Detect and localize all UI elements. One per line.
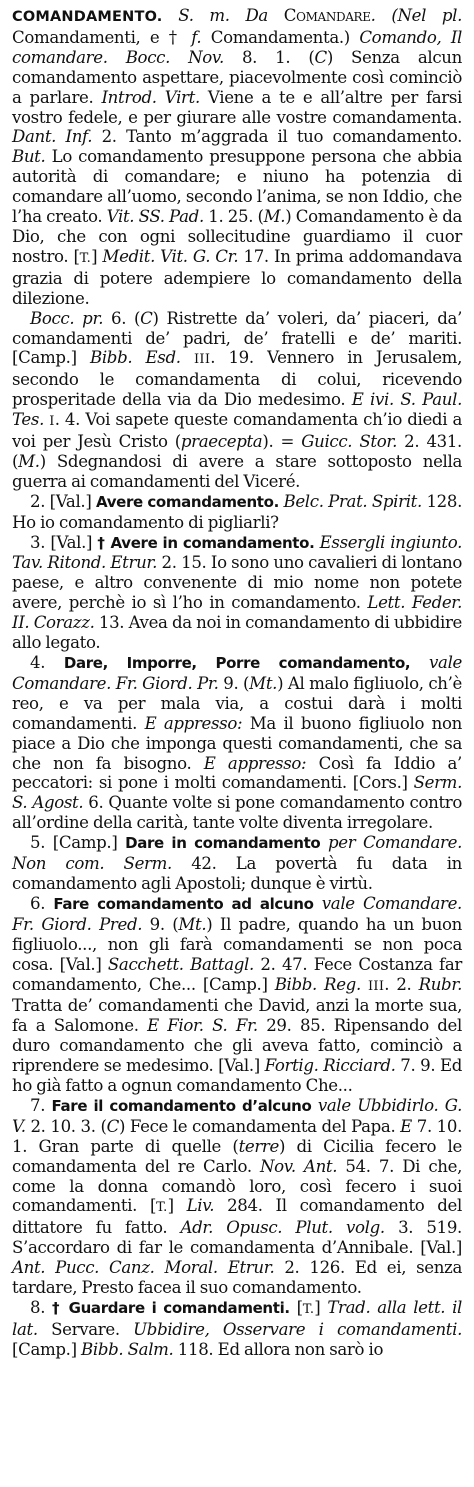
- entry-text: 4.: [30, 653, 64, 672]
- entry-roman-numeral: T.: [302, 1302, 315, 1317]
- entry-text: 3. 519. S’accordaro di far le comandamenta d’Annibale. [Val.]: [12, 1218, 462, 1258]
- entry-italic-text: Lett. Feder. II. Corazz.: [12, 593, 462, 633]
- entry-text: [410, 653, 429, 672]
- entry-italic-text: Bibb. Salm.: [81, 1339, 174, 1359]
- entry-text: 6. (: [103, 308, 141, 328]
- entry-bold-phrase: Avere comandamento.: [96, 492, 279, 511]
- entry-paragraph: [12, 1298, 462, 1360]
- entry-italic-text: Fortig. Ricciard.: [264, 1056, 396, 1076]
- entry-italic-text: Mt.: [178, 914, 207, 934]
- entry-italic-text: vale Comandare. Fr. Giord. Pred.: [12, 893, 462, 934]
- entry-text: ) di Cicilia fecero le comandamenta del re Carlo.: [12, 1136, 462, 1176]
- entry-text: 17. In prima addomandava grazia di potere adempiere lo comandamento della dilezione.: [12, 246, 463, 308]
- entry-text: [Camp.]: [12, 1339, 82, 1359]
- entry-italic-text: Medit. Vit. G. Cr.: [102, 246, 239, 266]
- entry-italic-text: M.: [263, 207, 286, 227]
- entry-italic-text: But.: [12, 147, 46, 167]
- entry-paragraph: [12, 309, 462, 492]
- entry-italic-text: Dant. Inf.: [12, 127, 93, 147]
- entry-paragraph: [12, 894, 462, 1096]
- entry-italic-text: S. m. Da: [162, 6, 284, 25]
- entry-text: ) Ristrette da’ voleri, da’ piaceri, da’ comandamenti de’ padri, de’ fratelli e de’ mariti. [Camp.]: [12, 308, 462, 368]
- entry-italic-text: Introd. Virt.: [101, 87, 200, 107]
- entry-italic-text: Bibb. Esd.: [90, 348, 181, 368]
- entry-paragraph: [12, 1096, 462, 1298]
- entry-bold-phrase: Fare comandamento ad alcuno: [53, 894, 314, 913]
- entry-text: Ma il buono figliuolo non piace a Dio che imponga questi comandamenti, che sa che non fa bisogno.: [12, 713, 462, 773]
- entry-text: Lo comandamento presuppone persona che abbia autorità di comandare; e niuno ha potenzia di comandare all’uomo, secondo l’anima, se non Iddio, che l’ha creato.: [12, 147, 462, 227]
- entry-text: 118. Ed allora non sarò io: [173, 1339, 384, 1359]
- entry-text: ) Senza alcun comandamento aspettare, piacevolmente così cominciò a parlare.: [12, 47, 462, 107]
- entry-bold-phrase: Dare, Imporre, Porre comandamento,: [63, 654, 411, 672]
- entry-paragraph: [12, 492, 462, 533]
- entry-roman-numeral: I: [49, 414, 55, 430]
- entry-italic-text: Guicc. Stor.: [301, 432, 398, 452]
- entry-text: [: [289, 1298, 303, 1317]
- entry-italic-text: . (Nel pl.: [370, 6, 462, 25]
- entry-text: . 19. Vennero in Jerusalem, secondo le comandamenta di colui, ricevendo prosperitade della via da Dio medesimo.: [12, 348, 462, 410]
- entry-text: 2. 47. Fece Costanza far comandamento, Che... [Camp.]: [12, 954, 462, 994]
- entry-text: 7. 9. Ed ho già fatto a ognun comandamento Che...: [12, 1056, 463, 1096]
- entry-paragraph: [12, 833, 462, 894]
- entry-text: 5. [Camp.]: [30, 833, 126, 853]
- entry-italic-text: Vit. SS. Pad.: [106, 207, 204, 227]
- entry-italic-text: E appresso:: [203, 753, 307, 773]
- entry-text: 7. 10. 1. Gran parte di quelle (: [12, 1116, 462, 1156]
- entry-text: 2. 10. 3. (: [25, 1116, 107, 1136]
- entry-text: . 2.: [384, 974, 419, 994]
- entry-text: 2. [Val.]: [30, 491, 96, 511]
- entry-italic-text: C: [140, 308, 153, 328]
- entry-text: 9. (: [142, 914, 179, 934]
- entry-text: 6.: [30, 893, 54, 913]
- entry-text: Comandamenta.): [201, 27, 360, 47]
- entry-text: [361, 975, 368, 994]
- entry-text: Servare.: [37, 1319, 134, 1339]
- entry-text: 2. Tanto m’aggrada il tuo comandamento.: [92, 127, 462, 147]
- entry-text: 8. 1. (: [223, 47, 315, 67]
- entry-italic-text: Bibb. Reg.: [274, 974, 361, 994]
- entry-roman-numeral: T.: [156, 1200, 168, 1216]
- entry-text: 3. [Val.]: [30, 532, 98, 552]
- entry-text: Viene a te e all’altre per farsi vostro fedele, e per giurare alle vostre comandamenta.: [12, 87, 462, 127]
- entry-italic-text: Belc. Prat. Spirit.: [283, 491, 422, 511]
- entry-text: Comandamenti, e †: [12, 27, 192, 47]
- entry-roman-numeral: T.: [79, 250, 92, 266]
- entry-bold-phrase: Dare in comandamento: [125, 834, 321, 853]
- entry-text: 284. Il comandamento del dittatore fu fatto.: [12, 1196, 462, 1238]
- entry-italic-text: E appresso:: [144, 713, 243, 733]
- entry-text: ). =: [262, 432, 302, 452]
- entry-text: 6. Quante volte si pone comandamento contro all’ordine della carità, tante volte diventa irregolare.: [12, 793, 462, 833]
- entry-bold-phrase: † Avere in comandamento.: [97, 533, 315, 552]
- entry-text: 42. La povertà fu data in comandamento agli Apostoli; dunque è virtù.: [12, 854, 462, 893]
- entry-italic-text: Serm. S. Agost.: [12, 773, 462, 813]
- entry-text: Così fa Iddio a’ peccatori: si pone i molti comandamenti. [Cors.]: [12, 753, 462, 793]
- entry-headword: COMANDAMENTO.: [12, 9, 163, 25]
- entry-text: ) Al malo figliuolo, ch’è reo, e va per mala via, a costui darà i molti comandamenti.: [12, 673, 462, 733]
- entry-text: ]: [91, 246, 103, 266]
- entry-text: 128. Ho io comandamento di pigliarli?: [12, 491, 463, 532]
- entry-text: ) Sdegnandosi di avere a stare sottoposto nella guerra ai comandamenti del Viceré.: [12, 451, 462, 491]
- entry-text: ) Fece le comandamenta del Papa.: [118, 1116, 401, 1136]
- entry-roman-numeral: III: [367, 978, 385, 994]
- entry-text: 8.: [30, 1298, 53, 1317]
- entry-text: [314, 894, 322, 913]
- entry-text: 29. 85. Ripensando del duro comandamento che gli aveva fatto, cominciò a riprendere se medesimo. [Val.]: [12, 1016, 462, 1076]
- entry-text: [181, 348, 194, 367]
- entry-text: 2. 15. Io sono uno cavalieri di lontano paese, e altro convenente di mio nome non potete avere, perchè io sì l’ho in comandamento.: [12, 553, 462, 613]
- entry-text: Tratta de’ comandamenti che David, anzi la morte sua, fa a Salomone.: [12, 996, 462, 1036]
- entry-text: ) Il padre, quando ha un buon figliuolo..., non gli farà comandamenti se non poca cosa. [Val.]: [12, 914, 463, 974]
- entry-text: ]: [314, 1298, 328, 1317]
- entry-small-caps-text: Comandare: [283, 6, 371, 25]
- entry-italic-text: Essergli ingiunto. Tav. Ritond. Etrur.: [12, 532, 462, 573]
- entry-italic-text: M.: [18, 451, 40, 471]
- entry-italic-text: Liv.: [186, 1196, 215, 1216]
- entry-text: 9. (: [218, 673, 250, 693]
- entry-italic-text: E: [400, 1116, 412, 1136]
- entry-paragraph: [12, 6, 462, 309]
- entry-italic-text: Comando, Il comandare. Bocc. Nov.: [12, 27, 462, 67]
- entry-italic-text: vale Comandare. Fr. Giord. Pr.: [12, 653, 463, 693]
- entry-italic-text: E ivi. S. Paul. Tes.: [12, 390, 462, 430]
- entry-italic-text: praecepta: [180, 432, 263, 452]
- entry-text: 7.: [30, 1095, 52, 1115]
- entry-italic-text: Trad. alla lett. il lat.: [12, 1298, 463, 1339]
- entry-italic-text: Nov. Ant.: [259, 1156, 338, 1176]
- entry-italic-text: vale Ubbidirlo. G. V.: [12, 1095, 462, 1136]
- entry-italic-text: Sacchett. Battagl.: [107, 954, 254, 974]
- entry-paragraph: [12, 533, 462, 653]
- entry-text: 54. 7. Di che, come la donna comandò loro, così fecero i suoi comandamenti. [: [12, 1156, 462, 1216]
- entry-text: ) Comandamento è da Dio, che con ogni sollecitudine guardiamo il cuor nostro. [: [12, 207, 463, 266]
- entry-italic-text: Mt.: [249, 673, 278, 693]
- entry-italic-text: terre: [238, 1136, 279, 1156]
- entry-text: 2. 431. (: [12, 432, 462, 471]
- entry-italic-text: per Comandare. Non com. Serm.: [12, 833, 462, 874]
- entry-text: ]: [167, 1196, 187, 1216]
- entry-roman-numeral: III: [193, 352, 211, 368]
- entry-italic-text: Ant. Pucc. Canz. Moral. Etrur.: [12, 1258, 275, 1278]
- entry-text: 2. 126. Ed ei, senza tardare, Presto facea il suo comandamento.: [12, 1258, 462, 1298]
- entry-italic-text: f.: [191, 27, 202, 47]
- entry-italic-text: E Fior. S. Fr.: [147, 1016, 258, 1036]
- entry-text: 1. 25. (: [203, 207, 264, 227]
- dictionary-entry-comandamento: [12, 6, 462, 1360]
- entry-bold-phrase: Fare il comandamento d’alcuno: [51, 1096, 312, 1115]
- entry-italic-text: Adr. Opusc. Plut. volg.: [180, 1218, 385, 1238]
- entry-text: 13. Avea da noi in comandamento di ubbidire allo legato.: [12, 613, 462, 653]
- entry-italic-text: Ubbidire, Osservare i comandamenti.: [133, 1319, 462, 1339]
- entry-paragraph: [12, 653, 462, 833]
- entry-text: . 4. Voi sapete queste comandamenta ch’io diedi a voi per Jesù Cristo (: [12, 410, 462, 452]
- entry-italic-text: Rubr.: [418, 974, 462, 994]
- entry-bold-phrase: † Guardare i comandamenti.: [52, 1299, 290, 1317]
- entry-italic-text: Bocc. pr.: [30, 308, 104, 328]
- entry-italic-text: C: [314, 47, 327, 67]
- entry-italic-text: C: [106, 1116, 119, 1136]
